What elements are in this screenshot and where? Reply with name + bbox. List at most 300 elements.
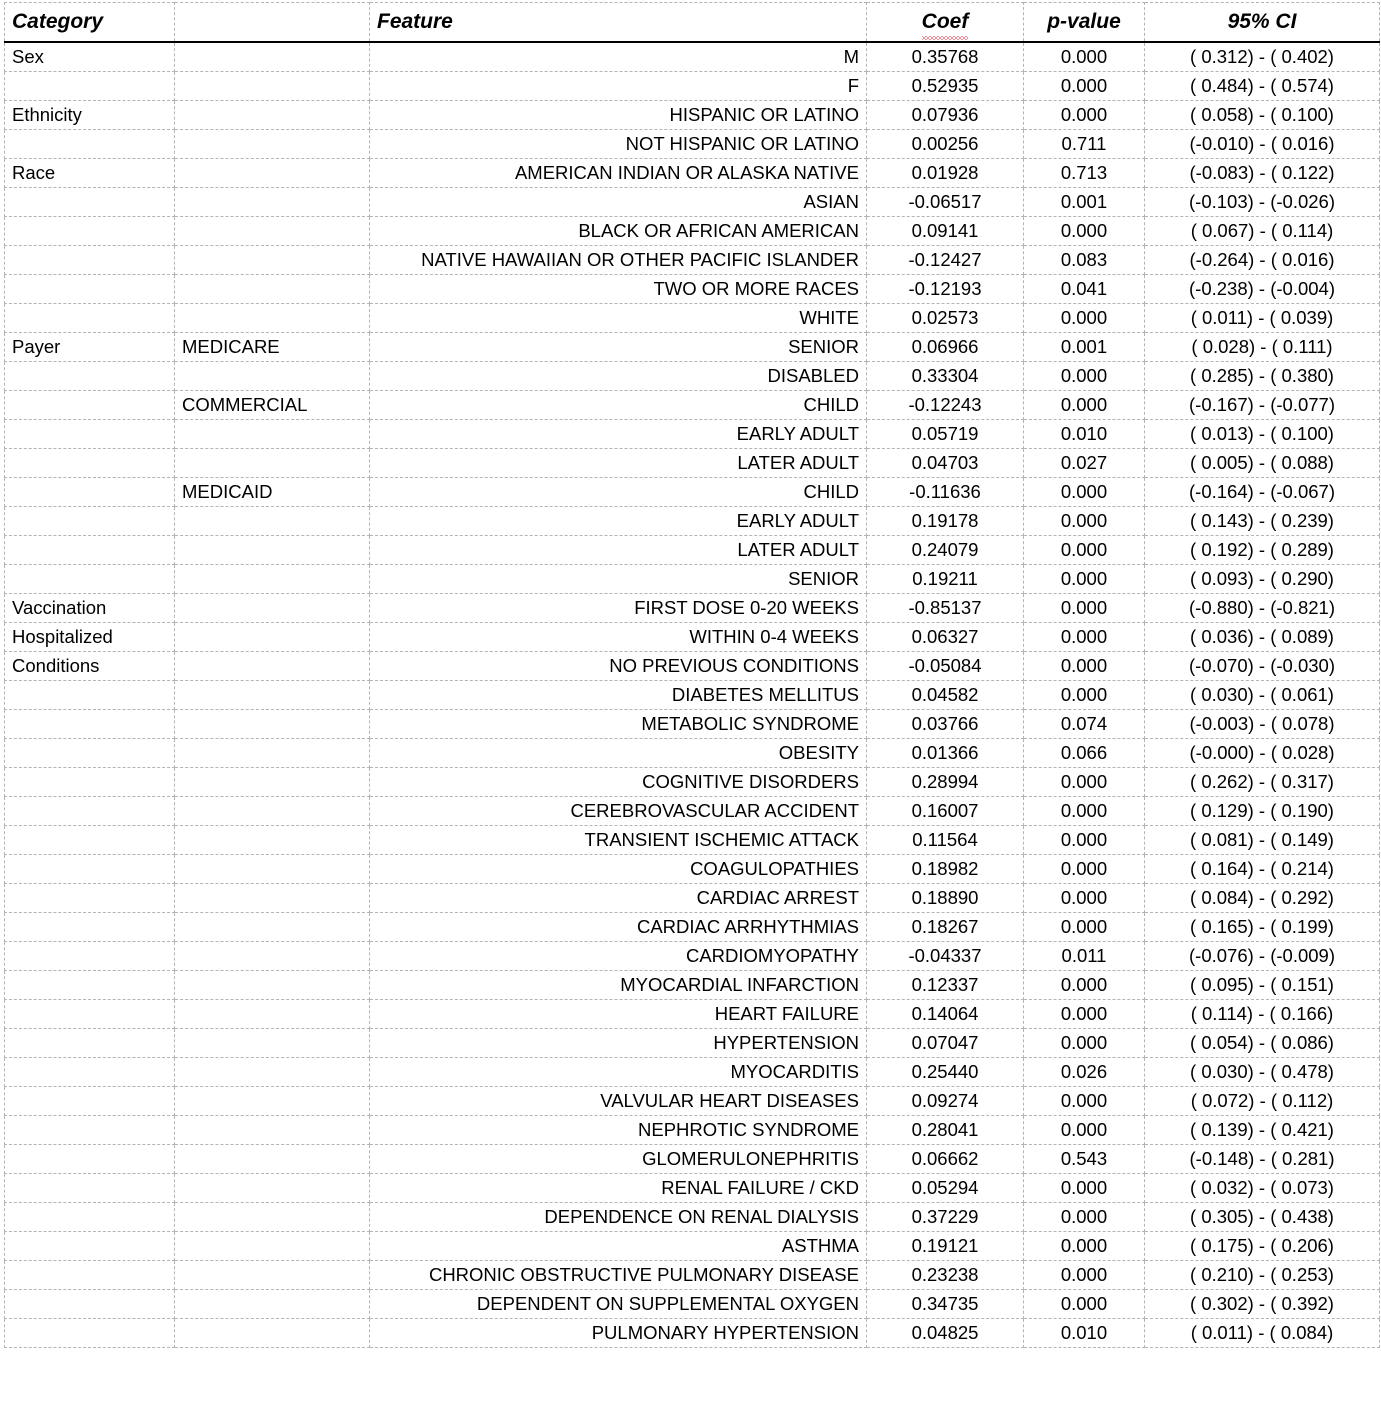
row-category-cell <box>5 681 175 710</box>
row-feature-cell: LATER ADULT <box>370 536 867 565</box>
row-ci-cell: ( 0.058) - ( 0.100) <box>1145 101 1380 130</box>
table-row <box>5 101 1380 130</box>
row-ci-cell: ( 0.114) - ( 0.166) <box>1145 1000 1380 1029</box>
row-subgroup-cell <box>175 1319 370 1348</box>
table-row <box>5 1116 1380 1145</box>
row-ci-cell: ( 0.011) - ( 0.084) <box>1145 1319 1380 1348</box>
row-ci-cell: (-0.264) - ( 0.016) <box>1145 246 1380 275</box>
row-coef-cell: 0.19121 <box>867 1232 1024 1261</box>
row-ci-cell: ( 0.036) - ( 0.089) <box>1145 623 1380 652</box>
row-coef-cell: 0.33304 <box>867 362 1024 391</box>
row-feature-cell: DEPENDENT ON SUPPLEMENTAL OXYGEN <box>370 1290 867 1319</box>
row-coef-cell: 0.23238 <box>867 1261 1024 1290</box>
row-feature-cell: EARLY ADULT <box>370 420 867 449</box>
row-feature-cell: CARDIAC ARREST <box>370 884 867 913</box>
row-feature-cell: MYOCARDITIS <box>370 1058 867 1087</box>
table-row <box>5 246 1380 275</box>
row-pvalue-cell: 0.000 <box>1024 1290 1145 1319</box>
row-feature-cell: HYPERTENSION <box>370 1029 867 1058</box>
row-pvalue-cell: 0.000 <box>1024 1000 1145 1029</box>
row-pvalue-cell: 0.711 <box>1024 130 1145 159</box>
row-subgroup-cell <box>175 739 370 768</box>
row-subgroup-cell <box>175 710 370 739</box>
row-pvalue-cell: 0.000 <box>1024 1087 1145 1116</box>
row-subgroup-cell <box>175 1290 370 1319</box>
row-ci-cell: ( 0.285) - ( 0.380) <box>1145 362 1380 391</box>
row-coef-cell: 0.07047 <box>867 1029 1024 1058</box>
table-row <box>5 507 1380 536</box>
row-pvalue-cell: 0.027 <box>1024 449 1145 478</box>
table-row <box>5 449 1380 478</box>
row-pvalue-cell: 0.011 <box>1024 942 1145 971</box>
row-feature-cell: EARLY ADULT <box>370 507 867 536</box>
row-category-cell <box>5 1029 175 1058</box>
row-coef-cell: 0.07936 <box>867 101 1024 130</box>
table-row <box>5 1203 1380 1232</box>
row-ci-cell: (-0.103) - (-0.026) <box>1145 188 1380 217</box>
table-row <box>5 623 1380 652</box>
row-coef-cell: -0.06517 <box>867 188 1024 217</box>
row-pvalue-cell: 0.000 <box>1024 971 1145 1000</box>
column-header-ci: 95% CI <box>1145 3 1380 43</box>
row-feature-cell: FIRST DOSE 0-20 WEEKS <box>370 594 867 623</box>
row-pvalue-cell: 0.000 <box>1024 42 1145 72</box>
column-header-subgroup <box>175 3 370 43</box>
row-coef-cell: 0.05719 <box>867 420 1024 449</box>
row-subgroup-cell <box>175 101 370 130</box>
row-category-cell <box>5 768 175 797</box>
row-ci-cell: (-0.880) - (-0.821) <box>1145 594 1380 623</box>
row-coef-cell: 0.25440 <box>867 1058 1024 1087</box>
row-feature-cell: CHILD <box>370 391 867 420</box>
row-feature-cell: HEART FAILURE <box>370 1000 867 1029</box>
row-category-cell <box>5 1203 175 1232</box>
row-subgroup-cell <box>175 362 370 391</box>
row-coef-cell: 0.09141 <box>867 217 1024 246</box>
row-coef-cell: 0.02573 <box>867 304 1024 333</box>
row-pvalue-cell: 0.000 <box>1024 565 1145 594</box>
table-row <box>5 130 1380 159</box>
row-category-cell <box>5 1058 175 1087</box>
row-ci-cell: (-0.000) - ( 0.028) <box>1145 739 1380 768</box>
column-header-pvalue: p-value <box>1024 3 1145 43</box>
row-ci-cell: (-0.076) - (-0.009) <box>1145 942 1380 971</box>
row-subgroup-cell <box>175 217 370 246</box>
row-feature-cell: HISPANIC OR LATINO <box>370 101 867 130</box>
row-category-cell <box>5 1145 175 1174</box>
row-ci-cell: (-0.003) - ( 0.078) <box>1145 710 1380 739</box>
row-category-cell <box>5 797 175 826</box>
table-row <box>5 1029 1380 1058</box>
row-subgroup-cell <box>175 594 370 623</box>
row-pvalue-cell: 0.000 <box>1024 362 1145 391</box>
table-row <box>5 362 1380 391</box>
row-category-cell <box>5 1174 175 1203</box>
row-category-cell <box>5 391 175 420</box>
table-row <box>5 681 1380 710</box>
row-ci-cell: ( 0.093) - ( 0.290) <box>1145 565 1380 594</box>
row-pvalue-cell: 0.010 <box>1024 1319 1145 1348</box>
table-row <box>5 1058 1380 1087</box>
row-subgroup-cell <box>175 507 370 536</box>
table-row <box>5 565 1380 594</box>
row-subgroup-cell <box>175 449 370 478</box>
row-pvalue-cell: 0.000 <box>1024 101 1145 130</box>
row-category-cell <box>5 188 175 217</box>
row-category-cell <box>5 449 175 478</box>
row-feature-cell: OBESITY <box>370 739 867 768</box>
row-feature-cell: ASTHMA <box>370 1232 867 1261</box>
row-subgroup-cell <box>175 652 370 681</box>
row-subgroup-cell: MEDICAID <box>175 478 370 507</box>
row-coef-cell: 0.01928 <box>867 159 1024 188</box>
row-coef-cell: 0.35768 <box>867 42 1024 72</box>
table-row <box>5 797 1380 826</box>
row-ci-cell: ( 0.032) - ( 0.073) <box>1145 1174 1380 1203</box>
row-category-cell: Sex <box>5 42 175 72</box>
row-subgroup-cell <box>175 1174 370 1203</box>
row-coef-cell: 0.24079 <box>867 536 1024 565</box>
row-ci-cell: ( 0.175) - ( 0.206) <box>1145 1232 1380 1261</box>
row-ci-cell: ( 0.081) - ( 0.149) <box>1145 826 1380 855</box>
row-feature-cell: METABOLIC SYNDROME <box>370 710 867 739</box>
row-subgroup-cell <box>175 971 370 1000</box>
row-subgroup-cell <box>175 681 370 710</box>
row-feature-cell: NEPHROTIC SYNDROME <box>370 1116 867 1145</box>
row-pvalue-cell: 0.000 <box>1024 797 1145 826</box>
row-category-cell <box>5 1232 175 1261</box>
row-coef-cell: 0.14064 <box>867 1000 1024 1029</box>
table-row <box>5 159 1380 188</box>
row-subgroup-cell <box>175 1029 370 1058</box>
row-pvalue-cell: 0.083 <box>1024 246 1145 275</box>
row-ci-cell: ( 0.013) - ( 0.100) <box>1145 420 1380 449</box>
row-category-cell: Hospitalized <box>5 623 175 652</box>
row-category-cell <box>5 275 175 304</box>
row-ci-cell: (-0.148) - ( 0.281) <box>1145 1145 1380 1174</box>
row-coef-cell: 0.52935 <box>867 72 1024 101</box>
row-subgroup-cell <box>175 565 370 594</box>
row-pvalue-cell: 0.000 <box>1024 1029 1145 1058</box>
table-row <box>5 1174 1380 1203</box>
row-coef-cell: 0.03766 <box>867 710 1024 739</box>
row-feature-cell: M <box>370 42 867 72</box>
row-subgroup-cell <box>175 623 370 652</box>
row-pvalue-cell: 0.000 <box>1024 1232 1145 1261</box>
row-ci-cell: ( 0.084) - ( 0.292) <box>1145 884 1380 913</box>
table-row <box>5 884 1380 913</box>
row-category-cell <box>5 246 175 275</box>
row-ci-cell: ( 0.164) - ( 0.214) <box>1145 855 1380 884</box>
row-coef-cell: 0.04582 <box>867 681 1024 710</box>
row-category-cell <box>5 826 175 855</box>
row-ci-cell: ( 0.067) - ( 0.114) <box>1145 217 1380 246</box>
row-pvalue-cell: 0.026 <box>1024 1058 1145 1087</box>
row-pvalue-cell: 0.010 <box>1024 420 1145 449</box>
row-pvalue-cell: 0.000 <box>1024 826 1145 855</box>
row-feature-cell: SENIOR <box>370 565 867 594</box>
row-ci-cell: ( 0.028) - ( 0.111) <box>1145 333 1380 362</box>
row-subgroup-cell <box>175 246 370 275</box>
row-ci-cell: (-0.238) - (-0.004) <box>1145 275 1380 304</box>
row-coef-cell: 0.16007 <box>867 797 1024 826</box>
table-row <box>5 333 1380 362</box>
row-subgroup-cell <box>175 1261 370 1290</box>
row-subgroup-cell <box>175 72 370 101</box>
table-header <box>5 3 1380 43</box>
table-row <box>5 1319 1380 1348</box>
column-header-feature: Feature <box>370 3 867 43</box>
table-row <box>5 217 1380 246</box>
row-subgroup-cell <box>175 826 370 855</box>
row-subgroup-cell <box>175 1058 370 1087</box>
row-subgroup-cell <box>175 768 370 797</box>
row-pvalue-cell: 0.000 <box>1024 217 1145 246</box>
row-ci-cell: ( 0.054) - ( 0.086) <box>1145 1029 1380 1058</box>
row-pvalue-cell: 0.000 <box>1024 855 1145 884</box>
table-row <box>5 1087 1380 1116</box>
row-ci-cell: ( 0.262) - ( 0.317) <box>1145 768 1380 797</box>
row-subgroup-cell <box>175 913 370 942</box>
table-row <box>5 739 1380 768</box>
row-category-cell <box>5 855 175 884</box>
row-feature-cell: DISABLED <box>370 362 867 391</box>
row-pvalue-cell: 0.000 <box>1024 478 1145 507</box>
row-coef-cell: -0.12427 <box>867 246 1024 275</box>
row-feature-cell: CEREBROVASCULAR ACCIDENT <box>370 797 867 826</box>
row-ci-cell: ( 0.165) - ( 0.199) <box>1145 913 1380 942</box>
row-pvalue-cell: 0.000 <box>1024 884 1145 913</box>
row-coef-cell: 0.28041 <box>867 1116 1024 1145</box>
row-subgroup-cell <box>175 304 370 333</box>
table-row <box>5 304 1380 333</box>
row-category-cell <box>5 130 175 159</box>
row-category-cell <box>5 420 175 449</box>
row-category-cell <box>5 507 175 536</box>
row-subgroup-cell: MEDICARE <box>175 333 370 362</box>
row-pvalue-cell: 0.000 <box>1024 913 1145 942</box>
row-pvalue-cell: 0.000 <box>1024 623 1145 652</box>
row-subgroup-cell: COMMERCIAL <box>175 391 370 420</box>
row-pvalue-cell: 0.000 <box>1024 652 1145 681</box>
row-coef-cell: 0.34735 <box>867 1290 1024 1319</box>
row-ci-cell: ( 0.302) - ( 0.392) <box>1145 1290 1380 1319</box>
row-coef-cell: 0.05294 <box>867 1174 1024 1203</box>
row-ci-cell: ( 0.072) - ( 0.112) <box>1145 1087 1380 1116</box>
row-category-cell <box>5 884 175 913</box>
row-feature-cell: COGNITIVE DISORDERS <box>370 768 867 797</box>
row-coef-cell: 0.01366 <box>867 739 1024 768</box>
row-coef-cell: 0.19211 <box>867 565 1024 594</box>
row-ci-cell: (-0.083) - ( 0.122) <box>1145 159 1380 188</box>
row-ci-cell: ( 0.210) - ( 0.253) <box>1145 1261 1380 1290</box>
table-row <box>5 420 1380 449</box>
table-row <box>5 1232 1380 1261</box>
row-feature-cell: NATIVE HAWAIIAN OR OTHER PACIFIC ISLANDER <box>370 246 867 275</box>
row-category-cell <box>5 710 175 739</box>
row-coef-cell: -0.05084 <box>867 652 1024 681</box>
row-feature-cell: VALVULAR HEART DISEASES <box>370 1087 867 1116</box>
row-feature-cell: TWO OR MORE RACES <box>370 275 867 304</box>
row-feature-cell: ASIAN <box>370 188 867 217</box>
row-category-cell <box>5 1290 175 1319</box>
row-ci-cell: ( 0.095) - ( 0.151) <box>1145 971 1380 1000</box>
row-feature-cell: CARDIOMYOPATHY <box>370 942 867 971</box>
row-subgroup-cell <box>175 130 370 159</box>
row-pvalue-cell: 0.001 <box>1024 188 1145 217</box>
row-category-cell <box>5 1000 175 1029</box>
table-row <box>5 72 1380 101</box>
row-ci-cell: ( 0.030) - ( 0.478) <box>1145 1058 1380 1087</box>
row-feature-cell: COAGULOPATHIES <box>370 855 867 884</box>
row-feature-cell: CHILD <box>370 478 867 507</box>
row-feature-cell: NOT HISPANIC OR LATINO <box>370 130 867 159</box>
row-category-cell <box>5 1116 175 1145</box>
row-feature-cell: MYOCARDIAL INFARCTION <box>370 971 867 1000</box>
row-subgroup-cell <box>175 42 370 72</box>
row-subgroup-cell <box>175 942 370 971</box>
column-header-coef <box>867 3 1024 43</box>
coef-label-spellcheck: Coef <box>922 3 969 41</box>
row-coef-cell: 0.06966 <box>867 333 1024 362</box>
row-coef-cell: 0.04703 <box>867 449 1024 478</box>
row-feature-cell: CARDIAC ARRHYTHMIAS <box>370 913 867 942</box>
row-coef-cell: 0.06662 <box>867 1145 1024 1174</box>
row-subgroup-cell <box>175 1145 370 1174</box>
row-ci-cell: ( 0.143) - ( 0.239) <box>1145 507 1380 536</box>
row-pvalue-cell: 0.713 <box>1024 159 1145 188</box>
row-coef-cell: 0.00256 <box>867 130 1024 159</box>
row-pvalue-cell: 0.000 <box>1024 1116 1145 1145</box>
row-coef-cell: 0.19178 <box>867 507 1024 536</box>
row-pvalue-cell: 0.041 <box>1024 275 1145 304</box>
table-row <box>5 710 1380 739</box>
table-row <box>5 188 1380 217</box>
row-category-cell <box>5 304 175 333</box>
row-category-cell <box>5 72 175 101</box>
row-feature-cell: TRANSIENT ISCHEMIC ATTACK <box>370 826 867 855</box>
row-pvalue-cell: 0.000 <box>1024 594 1145 623</box>
row-subgroup-cell <box>175 188 370 217</box>
row-ci-cell: ( 0.192) - ( 0.289) <box>1145 536 1380 565</box>
row-coef-cell: 0.28994 <box>867 768 1024 797</box>
row-feature-cell: PULMONARY HYPERTENSION <box>370 1319 867 1348</box>
row-category-cell: Payer <box>5 333 175 362</box>
row-ci-cell: (-0.164) - (-0.067) <box>1145 478 1380 507</box>
row-category-cell <box>5 362 175 391</box>
row-pvalue-cell: 0.543 <box>1024 1145 1145 1174</box>
row-pvalue-cell: 0.000 <box>1024 768 1145 797</box>
row-subgroup-cell <box>175 797 370 826</box>
row-ci-cell: (-0.070) - (-0.030) <box>1145 652 1380 681</box>
row-subgroup-cell <box>175 884 370 913</box>
row-feature-cell: LATER ADULT <box>370 449 867 478</box>
row-subgroup-cell <box>175 420 370 449</box>
row-category-cell: Ethnicity <box>5 101 175 130</box>
row-subgroup-cell <box>175 855 370 884</box>
row-pvalue-cell: 0.000 <box>1024 1203 1145 1232</box>
row-subgroup-cell <box>175 1116 370 1145</box>
row-coef-cell: 0.37229 <box>867 1203 1024 1232</box>
row-feature-cell: BLACK OR AFRICAN AMERICAN <box>370 217 867 246</box>
row-pvalue-cell: 0.000 <box>1024 304 1145 333</box>
row-coef-cell: 0.18982 <box>867 855 1024 884</box>
table-row <box>5 594 1380 623</box>
row-pvalue-cell: 0.001 <box>1024 333 1145 362</box>
row-pvalue-cell: 0.074 <box>1024 710 1145 739</box>
row-pvalue-cell: 0.000 <box>1024 1174 1145 1203</box>
table-row <box>5 1000 1380 1029</box>
row-subgroup-cell <box>175 159 370 188</box>
row-category-cell: Conditions <box>5 652 175 681</box>
table-row <box>5 855 1380 884</box>
row-feature-cell: NO PREVIOUS CONDITIONS <box>370 652 867 681</box>
row-category-cell <box>5 478 175 507</box>
row-pvalue-cell: 0.000 <box>1024 1261 1145 1290</box>
table-row <box>5 1261 1380 1290</box>
row-feature-cell: SENIOR <box>370 333 867 362</box>
row-category-cell <box>5 971 175 1000</box>
row-category-cell <box>5 1261 175 1290</box>
table-row <box>5 971 1380 1000</box>
row-pvalue-cell: 0.066 <box>1024 739 1145 768</box>
row-pvalue-cell: 0.000 <box>1024 507 1145 536</box>
row-feature-cell: WITHIN 0-4 WEEKS <box>370 623 867 652</box>
row-category-cell <box>5 942 175 971</box>
row-subgroup-cell <box>175 1203 370 1232</box>
row-feature-cell: CHRONIC OBSTRUCTIVE PULMONARY DISEASE <box>370 1261 867 1290</box>
row-coef-cell: -0.12243 <box>867 391 1024 420</box>
row-pvalue-cell: 0.000 <box>1024 536 1145 565</box>
row-ci-cell: ( 0.129) - ( 0.190) <box>1145 797 1380 826</box>
row-ci-cell: ( 0.305) - ( 0.438) <box>1145 1203 1380 1232</box>
row-category-cell <box>5 1087 175 1116</box>
table-row <box>5 768 1380 797</box>
row-category-cell <box>5 1319 175 1348</box>
row-ci-cell: (-0.167) - (-0.077) <box>1145 391 1380 420</box>
row-feature-cell: F <box>370 72 867 101</box>
table-row <box>5 826 1380 855</box>
row-coef-cell: 0.06327 <box>867 623 1024 652</box>
row-pvalue-cell: 0.000 <box>1024 72 1145 101</box>
row-coef-cell: -0.12193 <box>867 275 1024 304</box>
row-ci-cell: ( 0.312) - ( 0.402) <box>1145 42 1380 72</box>
table-row <box>5 42 1380 72</box>
row-ci-cell: ( 0.011) - ( 0.039) <box>1145 304 1380 333</box>
row-category-cell <box>5 536 175 565</box>
row-coef-cell: -0.85137 <box>867 594 1024 623</box>
column-header-category: Category <box>5 3 175 43</box>
row-ci-cell: (-0.010) - ( 0.016) <box>1145 130 1380 159</box>
row-category-cell: Vaccination <box>5 594 175 623</box>
row-subgroup-cell <box>175 536 370 565</box>
row-category-cell <box>5 739 175 768</box>
row-coef-cell: 0.12337 <box>867 971 1024 1000</box>
table-row <box>5 391 1380 420</box>
table-body <box>5 42 1380 1348</box>
table-row <box>5 478 1380 507</box>
row-feature-cell: GLOMERULONEPHRITIS <box>370 1145 867 1174</box>
row-feature-cell: DEPENDENCE ON RENAL DIALYSIS <box>370 1203 867 1232</box>
row-subgroup-cell <box>175 1232 370 1261</box>
row-ci-cell: ( 0.139) - ( 0.421) <box>1145 1116 1380 1145</box>
row-category-cell: Race <box>5 159 175 188</box>
header-row <box>5 3 1380 43</box>
row-subgroup-cell <box>175 1087 370 1116</box>
table-row <box>5 536 1380 565</box>
table-row <box>5 1145 1380 1174</box>
row-category-cell <box>5 913 175 942</box>
